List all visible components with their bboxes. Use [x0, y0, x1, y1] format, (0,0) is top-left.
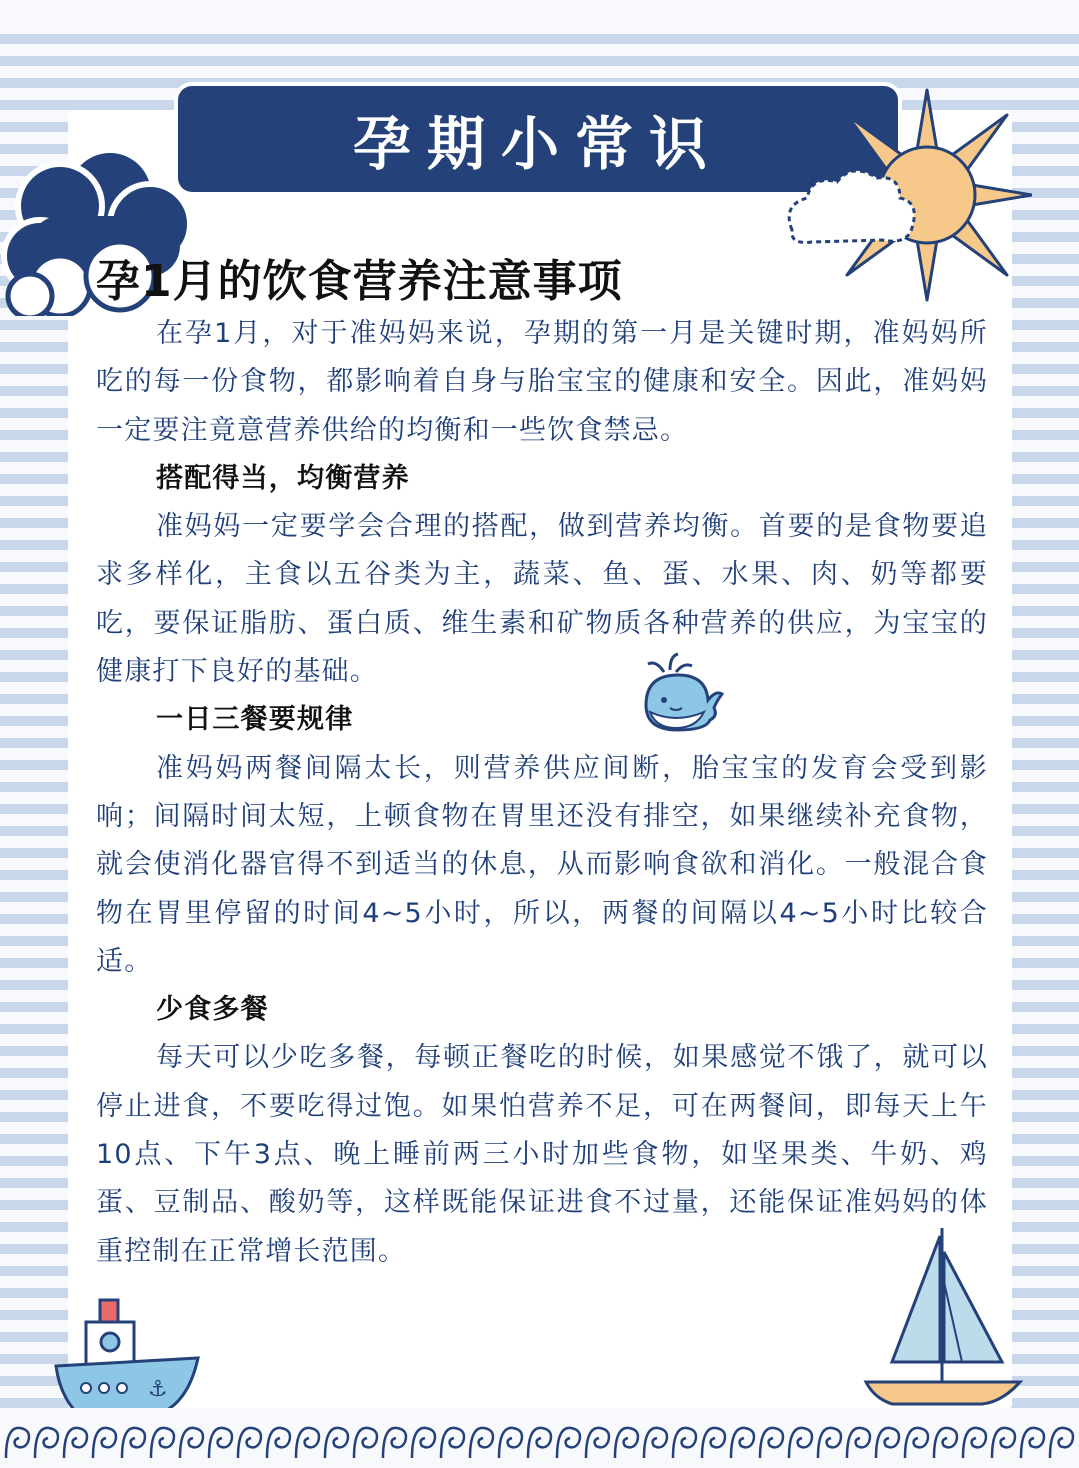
top-band [0, 0, 1079, 22]
ship-icon [48, 1296, 208, 1420]
section-title: 少食多餐 [156, 994, 269, 1026]
article-body [96, 310, 988, 1276]
article-heading: 孕1月的饮食营养注意事项 [96, 256, 623, 307]
section-paragraph: 准妈妈一定要学会合理的搭配，做到营养均衡。首要的是食物要追求多样化，主食以五谷类为主，蔬菜、鱼、蛋、水果、肉、奶等都要吃，要保证脂肪、蛋白质、维生素和矿物质各种营养的供应，为宝宝的健康打下良好的基础。 [96, 511, 988, 688]
section-paragraph: 准妈妈两餐间隔太长，则营养供应间断，胎宝宝的发育会受到影响；间隔时间太短，上顿食物在胃里还没有排空，如果继续补充食物，就会使消化器官得不到适当的休息，从而影响食欲和消化。一般混合食物在胃里停留的时间4~5小时，所以，两餐的间隔以4~5小时比较合适。 [96, 752, 988, 977]
sailboat-icon [852, 1222, 1032, 1412]
wave-border [0, 1408, 1079, 1468]
section-paragraph: 每天可以少吃多餐，每顿正餐吃的时候，如果感觉不饿了，就可以停止进食，不要吃得过饱。如果怕营养不足，可在两餐间，即每天上午10点、下午3点、晚上睡前两三小时加些食物，如坚果类、牛奶、鸡蛋、豆制品、酸奶等，这样既能保证进食不过量，还能保证准妈妈的体重控制在正常增长范围。 [96, 1042, 988, 1267]
page-title: 孕期小常识 [352, 110, 723, 178]
section-title: 搭配得当，均衡营养 [156, 462, 410, 494]
whale-icon [636, 650, 726, 735]
section-title: 一日三餐要规律 [156, 704, 354, 736]
intro-paragraph: 在孕1月，对于准妈妈来说，孕期的第一月是关键时期，准妈妈所吃的每一份食物，都影响着自身与胎宝宝的健康和安全。因此，准妈妈一定要注竟意营养供给的均衡和一些饮食禁忌。 [96, 318, 988, 446]
svg-text:⚓: ⚓ [148, 1377, 168, 1402]
